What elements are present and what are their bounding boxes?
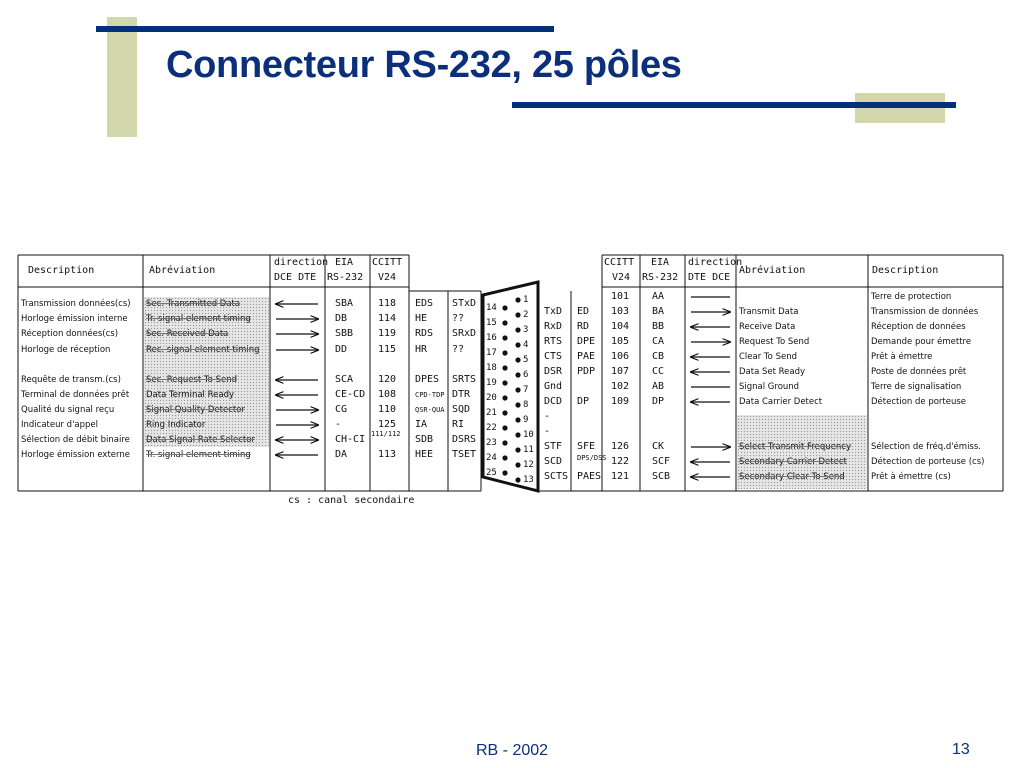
right-row-code-2: PAE xyxy=(577,351,596,362)
connector-pin-dot xyxy=(502,350,507,355)
right-row-description: Poste de données prêt xyxy=(871,367,967,377)
connector-pin-dot xyxy=(515,312,520,317)
right-row-eia: CA xyxy=(652,336,665,347)
right-row-eia: BA xyxy=(652,306,665,317)
right-row-eia: DP xyxy=(652,396,665,407)
right-header-direction-sub: DTE DCE xyxy=(688,272,731,283)
right-row-eia: SCF xyxy=(652,456,671,467)
rs232-figure xyxy=(18,255,1006,510)
right-row-eia: AB xyxy=(652,381,665,392)
left-row-code-1: RDS xyxy=(415,328,434,339)
left-row-abbreviation: Ring Indicator xyxy=(146,420,206,430)
right-row-abbreviation: Transmit Data xyxy=(739,307,799,317)
right-row-abbreviation: Receive Data xyxy=(739,322,796,332)
left-row-code-1: HR xyxy=(415,344,428,355)
connector-pin-dot xyxy=(502,440,507,445)
connector-pin-label: 18 xyxy=(486,363,497,373)
left-header-abbreviation: Abréviation xyxy=(149,265,216,276)
left-row-ccitt: 118 xyxy=(378,298,397,309)
right-row-code-2: RD xyxy=(577,321,590,332)
left-row-description: Réception données(cs) xyxy=(21,329,119,339)
left-row-description: Horloge de réception xyxy=(21,345,111,355)
right-row-abbreviation: Secondary Clear To Send xyxy=(739,472,845,482)
right-row-eia: BB xyxy=(652,321,665,332)
left-row-eia: SBB xyxy=(335,328,354,339)
connector-pin-dot xyxy=(515,357,520,362)
left-row-ccitt: 114 xyxy=(378,313,397,324)
left-row-code-2: SQD xyxy=(452,404,471,415)
left-row-ccitt: 111/112 xyxy=(371,430,401,438)
right-row-ccitt: 104 xyxy=(611,321,630,332)
right-row-code-1: - xyxy=(544,411,551,422)
connector-pin-label: 21 xyxy=(486,408,497,418)
right-row-code-1: DSR xyxy=(544,366,563,377)
right-row-description: Prêt à émettre (cs) xyxy=(871,472,951,482)
note-secondary-channel: cs : canal secondaire xyxy=(288,495,415,506)
right-row-eia: CK xyxy=(652,441,665,452)
connector-pin-dot xyxy=(502,335,507,340)
right-row-code-1: STF xyxy=(544,441,563,452)
left-header-ccitt-sub: V24 xyxy=(378,272,397,283)
left-row-eia: SCA xyxy=(335,374,354,385)
right-row-ccitt: 103 xyxy=(611,306,630,317)
right-row-abbreviation: Signal Ground xyxy=(739,382,800,392)
right-row-abbreviation: Request To Send xyxy=(739,337,810,347)
connector-pin-label: 3 xyxy=(523,325,529,335)
connector-pin-label: 5 xyxy=(523,355,529,365)
connector-pin-dot xyxy=(515,342,520,347)
connector-pin-label: 19 xyxy=(486,378,497,388)
connector-pin-dot xyxy=(502,365,507,370)
right-row-description: Détection de porteuse (cs) xyxy=(871,457,985,467)
connector-pin-label: 4 xyxy=(523,340,529,350)
right-row-code-2: DPS/DSS xyxy=(577,454,607,462)
right-row-code-2: SFE xyxy=(577,441,596,452)
left-row-code-2: TSET xyxy=(452,449,477,460)
left-row-ccitt: 113 xyxy=(378,449,397,460)
slide-title: Connecteur RS-232, 25 pôles xyxy=(166,44,682,86)
left-row-code-2: RI xyxy=(452,419,465,430)
right-row-eia: CC xyxy=(652,366,665,377)
left-row-code-2: ?? xyxy=(452,313,465,324)
right-row-code-1: RTS xyxy=(544,336,563,347)
left-row-ccitt: 108 xyxy=(378,389,397,400)
page-number: 13 xyxy=(952,741,970,758)
left-header-description: Description xyxy=(28,265,95,276)
left-row-code-1: IA xyxy=(415,419,428,430)
left-header-eia: EIA xyxy=(335,257,354,268)
left-row-code-1: HEE xyxy=(415,449,434,460)
right-row-description: Terre de protection xyxy=(871,292,952,302)
connector-pin-label: 23 xyxy=(486,438,497,448)
connector-pin-dot xyxy=(515,462,520,467)
left-row-description: Requête de transm.(cs) xyxy=(21,375,121,385)
footer-label: RB - 2002 xyxy=(476,742,549,759)
right-header-direction: direction xyxy=(688,257,743,268)
right-row-description: Réception de données xyxy=(871,322,966,332)
connector-pin-label: 15 xyxy=(486,318,497,328)
connector-pin-dot xyxy=(515,477,520,482)
right-header-eia: EIA xyxy=(651,257,670,268)
left-row-code-2: DSRS xyxy=(452,434,477,445)
right-row-eia: CB xyxy=(652,351,665,362)
connector-pin-label: 6 xyxy=(523,370,529,380)
connector-pin-dot xyxy=(515,297,520,302)
right-row-description: Sélection de fréq.d'émiss. xyxy=(871,442,981,452)
right-row-code-1: SCTS xyxy=(544,471,569,482)
right-row-code-2: DP xyxy=(577,396,590,407)
left-row-eia: DD xyxy=(335,344,348,355)
right-row-abbreviation: Select Transmit Frequency xyxy=(739,442,851,452)
connector-pin-label: 25 xyxy=(486,468,497,478)
connector-pin-dot xyxy=(515,447,520,452)
right-row-ccitt: 121 xyxy=(611,471,630,482)
connector-pin-dot xyxy=(502,380,507,385)
connector-pin-dot xyxy=(515,432,520,437)
right-row-ccitt: 106 xyxy=(611,351,630,362)
right-row-abbreviation: Data Carrier Detect xyxy=(739,397,823,407)
left-row-abbreviation: Signal Quality Detector xyxy=(146,405,245,415)
left-row-abbreviation: Data Terminal Ready xyxy=(146,390,235,400)
connector-pin-label: 24 xyxy=(486,453,497,463)
connector-pin-dot xyxy=(502,410,507,415)
left-row-code-2: STxD xyxy=(452,298,477,309)
connector-pin-label: 16 xyxy=(486,333,497,343)
right-row-eia: SCB xyxy=(652,471,671,482)
right-row-description: Transmission de données xyxy=(871,307,979,317)
left-header-direction: direction xyxy=(274,257,329,268)
left-row-eia: CG xyxy=(335,404,348,415)
decor-bar-right xyxy=(855,93,945,123)
left-row-description: Qualité du signal reçu xyxy=(21,405,115,415)
left-header-eia-sub: RS-232 xyxy=(327,272,364,283)
left-row-code-1: EDS xyxy=(415,298,434,309)
right-row-code-1: RxD xyxy=(544,321,563,332)
connector-pin-dot xyxy=(515,372,520,377)
connector-pin-dot xyxy=(515,327,520,332)
connector-pin-label: 17 xyxy=(486,348,497,358)
right-row-code-1: - xyxy=(544,426,551,437)
right-row-ccitt: 122 xyxy=(611,456,630,467)
left-row-eia: DB xyxy=(335,313,348,324)
left-row-abbreviation: Sec. Transmitted Data xyxy=(146,299,241,309)
right-row-code-1: CTS xyxy=(544,351,563,362)
left-row-ccitt: 110 xyxy=(378,404,397,415)
right-row-description: Prêt à émettre xyxy=(871,352,933,362)
right-row-abbreviation: Data Set Ready xyxy=(739,367,806,377)
left-row-description: Horloge émission externe xyxy=(21,450,130,460)
left-row-description: Sélection de débit binaire xyxy=(21,435,130,445)
left-row-ccitt: 119 xyxy=(378,328,397,339)
decor-bar-vertical xyxy=(107,17,137,137)
connector-pin-label: 13 xyxy=(523,475,534,485)
left-row-code-2: SRTS xyxy=(452,374,477,385)
connector-pin-label: 11 xyxy=(523,445,534,455)
right-row-code-2: PDP xyxy=(577,366,596,377)
right-row-code-2: ED xyxy=(577,306,590,317)
right-header-eia-sub: RS-232 xyxy=(642,272,679,283)
connector-pin-label: 14 xyxy=(486,303,497,313)
connector-pin-label: 8 xyxy=(523,400,529,410)
connector-pin-label: 22 xyxy=(486,423,497,433)
left-row-code-1: QSR-QUA xyxy=(415,406,445,414)
left-row-abbreviation: Tr. signal element timing xyxy=(146,450,251,460)
left-row-abbreviation: Rec. signal element timing xyxy=(146,345,260,355)
connector-pin-dot xyxy=(515,387,520,392)
right-header-ccitt-sub: V24 xyxy=(612,272,631,283)
right-row-ccitt: 105 xyxy=(611,336,630,347)
left-row-abbreviation: Sec. Received Data xyxy=(146,329,229,339)
right-row-description: Demande pour émettre xyxy=(871,337,972,347)
left-row-code-2: DTR xyxy=(452,389,471,400)
connector-pin-dot xyxy=(502,470,507,475)
left-row-ccitt: 125 xyxy=(378,419,397,430)
connector-pin-label: 12 xyxy=(523,460,534,470)
left-row-code-1: HE xyxy=(415,313,428,324)
right-row-ccitt: 102 xyxy=(611,381,630,392)
right-row-code-1: TxD xyxy=(544,306,563,317)
left-row-description: Transmission données(cs) xyxy=(21,299,131,309)
right-header-abbreviation: Abréviation xyxy=(739,265,806,276)
connector-pin-label: 20 xyxy=(486,393,497,403)
right-row-code-1: SCD xyxy=(544,456,563,467)
right-row-ccitt: 101 xyxy=(611,291,630,302)
left-row-abbreviation: Data Signal Rate Selector xyxy=(146,435,255,445)
right-row-code-1: DCD xyxy=(544,396,563,407)
left-header-direction-sub: DCE DTE xyxy=(274,272,317,283)
left-row-eia: SBA xyxy=(335,298,354,309)
left-row-abbreviation: Tr. signal element timing xyxy=(146,314,251,324)
left-header-ccitt: CCITT xyxy=(372,257,403,268)
right-row-code-1: Gnd xyxy=(544,381,563,392)
connector-pin-label: 10 xyxy=(523,430,534,440)
left-row-description: Horloge émission interne xyxy=(21,314,128,324)
left-row-eia: - xyxy=(335,419,342,430)
connector-pin-dot xyxy=(502,425,507,430)
left-row-ccitt: 115 xyxy=(378,344,397,355)
left-row-description: Terminal de données prêt xyxy=(21,390,130,400)
right-header-description: Description xyxy=(872,265,939,276)
right-row-code-2: DPE xyxy=(577,336,596,347)
connector-pin-label: 7 xyxy=(523,385,529,395)
decor-line-top xyxy=(96,26,554,32)
right-row-abbreviation: Clear To Send xyxy=(739,352,797,362)
left-row-code-1: DPES xyxy=(415,374,440,385)
left-row-code-1: CPD-TDP xyxy=(415,391,445,399)
left-row-eia: CE-CD xyxy=(335,389,366,400)
left-row-eia: CH-CI xyxy=(335,434,366,445)
left-row-description: Indicateur d'appel xyxy=(21,420,99,430)
connector-pin-dot xyxy=(502,305,507,310)
left-row-eia: DA xyxy=(335,449,348,460)
left-row-ccitt: 120 xyxy=(378,374,397,385)
connector-pin-dot xyxy=(515,417,520,422)
connector-pin-dot xyxy=(502,455,507,460)
right-row-code-2: PAES xyxy=(577,471,602,482)
decor-line-bottom xyxy=(512,102,956,108)
right-row-eia: AA xyxy=(652,291,665,302)
right-row-ccitt: 107 xyxy=(611,366,630,377)
right-row-description: Détection de porteuse xyxy=(871,397,967,407)
right-header-ccitt: CCITT xyxy=(604,257,635,268)
left-row-code-2: SRxD xyxy=(452,328,477,339)
right-row-description: Terre de signalisation xyxy=(871,382,962,392)
left-row-abbreviation: Sec. Request To Send xyxy=(146,375,237,385)
connector-pin-dot xyxy=(502,395,507,400)
left-row-code-1: SDB xyxy=(415,434,434,445)
right-row-abbreviation: Secondary Carrier Detect xyxy=(739,457,847,467)
connector-pin-dot xyxy=(502,320,507,325)
connector-pin-dot xyxy=(515,402,520,407)
connector-pin-label: 9 xyxy=(523,415,529,425)
connector-pin-label: 1 xyxy=(523,295,529,305)
left-row-code-2: ?? xyxy=(452,344,465,355)
right-row-ccitt: 109 xyxy=(611,396,630,407)
right-row-ccitt: 126 xyxy=(611,441,630,452)
connector-pin-label: 2 xyxy=(523,310,529,320)
